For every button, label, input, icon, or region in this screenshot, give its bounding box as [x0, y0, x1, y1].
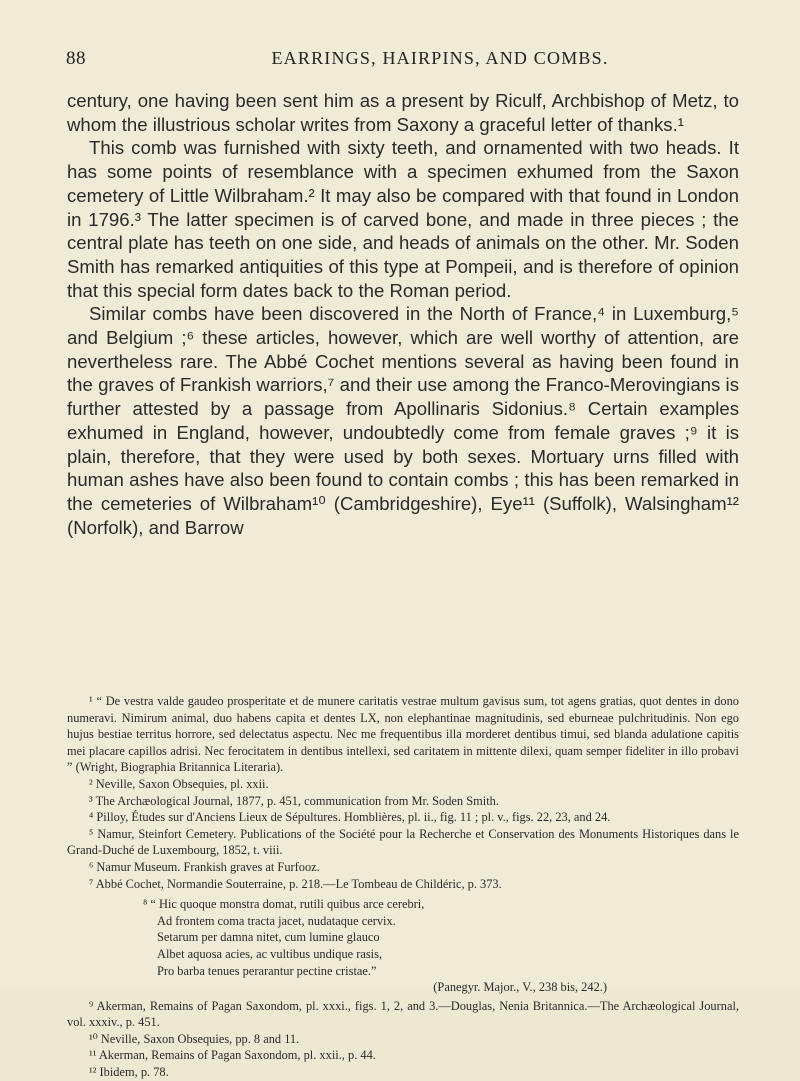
footnote-7: ⁷ Abbé Cochet, Normandie Souterraine, p. 218.—Le Tombeau de Childéric, p. 373.	[89, 876, 502, 891]
verse-line: Setarum per damna nitet, cum lumine glauco	[157, 930, 380, 945]
footnote-4: ⁴ Pilloy, Études sur d'Anciens Lieux de Sépultures. Homblières, pl. ii., fig. 11 ; pl. v., figs. 22, 23, and 24.	[89, 810, 611, 825]
footnote-5: ⁵ Namur, Steinfort Cemetery. Publications of the Société pour la Recherche et Conservation des Monuments Historiques dans le Grand-Duché de Luxembourg, 1852, t. viii.	[67, 826, 739, 858]
footnote-3: ³ The Archæological Journal, 1877, p. 451, communication from Mr. Soden Smith.	[89, 793, 499, 808]
footnote-10: ¹⁰ Neville, Saxon Obsequies, pp. 8 and 11.	[89, 1031, 300, 1046]
page-number: 88	[66, 48, 86, 69]
footnote-9: ⁹ Akerman, Remains of Pagan Saxondom, pl. xxxi., figs. 1, 2, and 3.—Douglas, Nenia Britannica.—The Archæological Journal, vol. xxxiv., p. 451.	[67, 998, 739, 1030]
body-text	[67, 89, 739, 539]
verse-line: Ad frontem coma tracta jacet, nudataque cervix.	[157, 913, 396, 928]
running-head: EARRINGS, HAIRPINS, AND COMBS.	[271, 48, 609, 68]
page-header	[0, 48, 800, 74]
verse-line: ⁸ “ Hic quoque monstra domat, rutili quibus arce cerebri,	[143, 897, 425, 912]
paragraph-2: This comb was furnished with sixty teeth, and ornamented with two heads. It has some points of resemblance with a specimen exhumed from the Saxon cemetery of Little Wilbraham.² It may also be compared with that found in London in 1796.³ The latter specimen is of carved bone, and made in three pieces ; the central plate has teeth on one side, and heads of animals on the other. Mr. Soden Smith has remarked antiquities of this type at Pompeii, and is therefore of opinion that this special form dates back to the Roman period.	[67, 137, 739, 301]
footnote-6: ⁶ Namur Museum. Frankish graves at Furfooz.	[89, 859, 320, 874]
paragraph-1: century, one having been sent him as a present by Riculf, Archbishop of Metz, to whom the illustrious scholar writes from Saxony a graceful letter of thanks.¹	[67, 90, 739, 135]
footnote-8-verse	[67, 896, 739, 996]
verse-line: Pro barba tenues perarantur pectine cristae.”	[157, 963, 377, 978]
verse-line: Albet aquosa acies, ac vultibus undique rasis,	[157, 946, 383, 961]
footnotes	[67, 693, 739, 1081]
paragraph-3: Similar combs have been discovered in the North of France,⁴ in Luxemburg,⁵ and Belgium ;⁶ these articles, however, which are well worthy of attention, are nevertheless rare. The Abbé Cochet mentions several as having been found in the graves of Frankish warriors,⁷ and their use among the Franco-Merovingians is further attested by a passage from Apollinaris Sidonius.⁸ Certain examples exhumed in England, however, undoubtedly come from female graves ;⁹ it is plain, therefore, that they were used by both sexes. Mortuary urns filled with human ashes have also been found to contain combs ; this has been remarked in the cemeteries of Wilbraham¹⁰ (Cambridgeshire), Eye¹¹ (Suffolk), Walsingham¹² (Norfolk), and Barrow	[67, 303, 739, 538]
verse-citation: (Panegyr. Major., V., 238 bis, 242.)	[433, 980, 607, 995]
footnote-1: ¹ “ De vestra valde gaudeo prosperitate et de munere caritatis vestrae multum gavisus sum, tot agens gratias, quot dentes in dono numeravi. Nimirum animal, duo habens capita et dentes LX, non elephantinae magnitudinis, sed eburneae pulchritudinis. Non ego hujus bestiae territus horrore, sed delectatus aspectu. Nec me frequentibus illa morderet dentibus timui, sed blanda adulatione capitis mei placare capillos adrisi. Nec ferocitatem in dentibus intellexi, sed caritatem in mittente dilexi, quam semper fideliter in illo probavi ” (Wright, Biographia Britannica Literaria).	[67, 694, 739, 775]
footnote-2: ² Neville, Saxon Obsequies, pl. xxii.	[89, 776, 269, 791]
footnote-11: ¹¹ Akerman, Remains of Pagan Saxondom, pl. xxii., p. 44.	[89, 1048, 376, 1063]
footnote-12: ¹² Ibidem, p. 78.	[89, 1065, 169, 1080]
